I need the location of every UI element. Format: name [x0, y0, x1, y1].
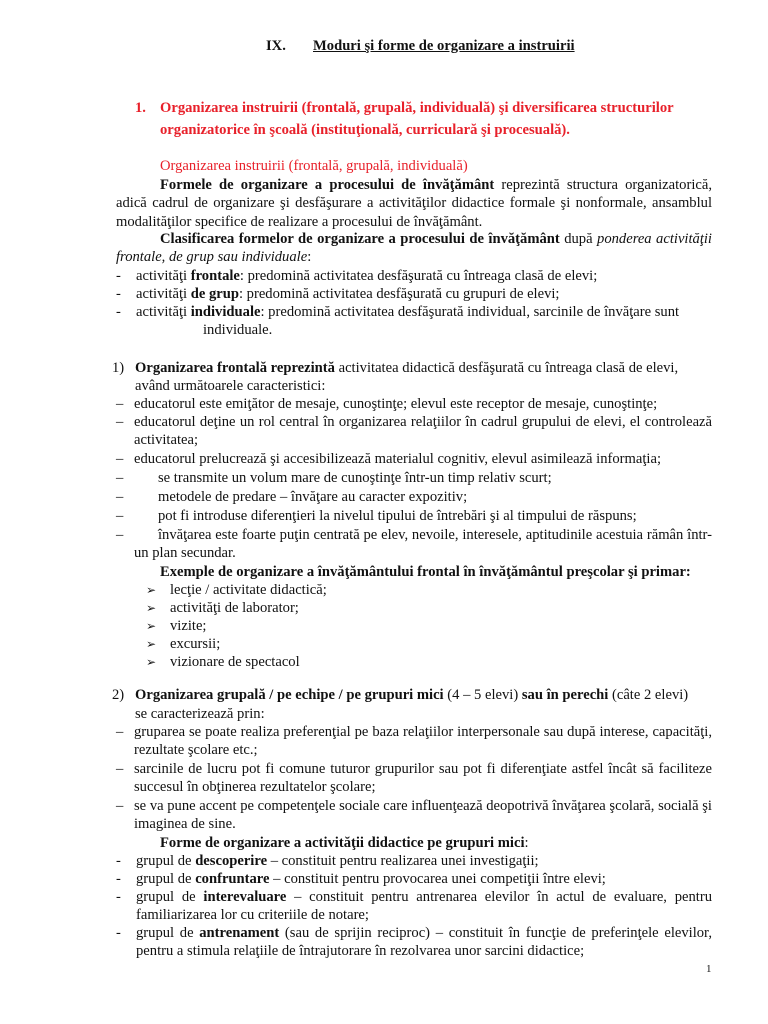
item-bold: individuale — [190, 304, 261, 320]
bullet-dash: – — [116, 761, 124, 777]
item-1-number: 1) — [112, 360, 125, 376]
item-bold: frontale — [190, 268, 240, 284]
bullet-dash: – — [116, 508, 124, 524]
item-text: educatorul prelucrează şi accesibilizează materialul cognitiv, elevul asimilează informaţia; — [134, 451, 661, 467]
forms-heading-colon: : — [524, 835, 529, 851]
item-text: grupul de — [136, 853, 196, 869]
item-bold: interevaluare — [203, 889, 287, 905]
item-bold: confruntare — [195, 871, 270, 887]
paragraph-classification-italic: ponderea activităţii frontale, de grup sau individuale — [116, 231, 712, 266]
paragraph-classification-text: după — [559, 231, 598, 247]
paragraph-classification-bold: Clasificarea formelor de organizare a procesului de învăţământ — [160, 231, 560, 247]
page-number: 1 — [706, 963, 712, 975]
item-2-bold-pair: sau în perechi — [521, 687, 609, 703]
item-text: : predomină activitatea desfăşurată cu grupuri de elevi; — [238, 286, 560, 302]
item-text: activităţi — [136, 286, 191, 302]
chapter-title: Moduri şi forme de organizare a instruirii — [313, 38, 575, 54]
item-text: vizite; — [170, 618, 207, 634]
item-text: lecţie / activitate didactică; — [170, 582, 327, 598]
section-1-number: 1. — [135, 100, 146, 116]
item-2-text: (câte 2 elevi) — [608, 687, 689, 703]
paragraph-forms — [116, 176, 712, 231]
item-text: : predomină activitatea desfăşurată cu întreaga clasă de elevi; — [239, 268, 598, 284]
section-1-line-1: Organizarea instruirii (frontală, grupală, individuală) şi diversificarea structurilor — [160, 100, 674, 116]
arrow-bullet-icon: ➢ — [146, 601, 157, 615]
item-2-text: (4 – 5 elevi) — [443, 687, 522, 703]
item-2-number: 2) — [112, 687, 125, 703]
bullet-dash: – — [116, 798, 124, 814]
item-text: – constituit pentru antrenarea elevilor în actul de evaluare, pentru familiarizarea lor cu criteriile de notare; — [136, 889, 712, 924]
bullet-dash: - — [116, 871, 121, 887]
item-bold: descoperire — [195, 853, 268, 869]
item-text: metodele de predare – învăţare au caracter expozitiv; — [158, 489, 468, 505]
bullet-dash: – — [116, 527, 124, 543]
item-text: – constituit pentru realizarea unei investigaţii; — [267, 853, 539, 869]
item-1-heading — [135, 359, 712, 377]
paragraph-forms-bold: Formele de organizare a procesului de învăţământ — [160, 177, 495, 193]
item-text: grupul de — [136, 925, 200, 941]
item-1-text: activitatea didactică desfăşurată cu întreaga clasă de elevi, — [334, 360, 679, 376]
bullet-dash: - — [116, 925, 121, 941]
bullet-dash: – — [116, 396, 124, 412]
item-text: excursii; — [170, 636, 221, 652]
item-text: pot fi introduse diferenţieri la nivelul tipului de întrebări şi al timpului de răspuns; — [158, 508, 637, 524]
paragraph-classification — [116, 230, 712, 267]
item-text: sarcinile de lucru pot fi comune tuturor grupurilor sau pot fi diferenţiate astfel încât să faciliteze succesul în obţinerea rezultatelor şcolare; — [134, 761, 712, 796]
bullet-dash: - — [116, 304, 121, 320]
item-text: învăţarea este foarte puţin centrată pe elev, nevoile, interesele, aptitudinile acestuia rămân într-un plan secundar. — [134, 527, 712, 562]
forms-heading-bold: Forme de organizare a activităţii didactice pe grupuri mici — [160, 835, 525, 851]
item-text: : predomină activitatea desfăşurată individual, sarcinile de învăţare sunt — [260, 304, 680, 320]
arrow-bullet-icon: ➢ — [146, 655, 157, 669]
item-text: (sau de sprijin reciproc) – constituit în funcţie de preferinţele elevilor, pentru a stimula relaţiile de întrajutorare în rezolvarea unor sarcini didactice; — [136, 925, 712, 960]
bullet-dash: - — [116, 268, 121, 284]
arrow-bullet-icon: ➢ — [146, 583, 157, 597]
section-1-line-2: organizatorice în şcoală (instituţională, curriculară şi procesuală). — [160, 122, 570, 138]
bullet-dash: – — [116, 451, 124, 467]
item-bold: antrenament — [199, 925, 280, 941]
item-1-bold: Organizarea frontală reprezintă — [135, 360, 335, 376]
item-2-bold: Organizarea grupală / pe echipe / pe grupuri mici — [135, 687, 444, 703]
arrow-bullet-icon: ➢ — [146, 619, 157, 633]
item-text: se va pune accent pe competenţele sociale care influenţează deopotrivă învăţarea şcolară, socială şi imaginea de sine. — [134, 798, 712, 833]
item-text: grupul de — [136, 889, 204, 905]
bullet-dash: - — [116, 853, 121, 869]
examples-heading: Exemple de organizare a învăţământului frontal în învăţământul preşcolar şi primar: — [160, 564, 691, 580]
item-text: vizionare de spectacol — [170, 654, 300, 670]
item-2-heading — [135, 686, 712, 704]
list-item-continuation: individuale. — [203, 322, 273, 338]
forms-heading — [160, 834, 529, 852]
item-text: gruparea se poate realiza preferenţial pe baza relaţiilor interpersonale sau după interese, capacităţi, rezultate şcolare etc.; — [134, 724, 712, 759]
bullet-dash: - — [116, 286, 121, 302]
item-text: se transmite un volum mare de cunoştinţe într-un timp relativ scurt; — [158, 470, 552, 486]
chapter-number: IX. — [266, 38, 286, 54]
bullet-dash: – — [116, 489, 124, 505]
item-1-line-2: având următoarele caracteristici: — [135, 378, 326, 394]
item-text: activităţi — [136, 268, 191, 284]
paragraph-classification-end: : — [307, 249, 312, 266]
item-text: educatorul deţine un rol central în organizarea relaţiilor în cadrul grupului de elevi, el controlează activitatea; — [134, 414, 712, 449]
bullet-dash: – — [116, 470, 124, 486]
bullet-dash: – — [116, 414, 124, 430]
paragraph-forms-text: reprezintă structura organizatorică, adică cadrul de organizare şi desfăşurare a activităţilor didactice formale şi nonformale, ansamblul modalităţilor specifice de realizare a procesului de învăţământ. — [116, 177, 712, 230]
item-2-line-2: se caracterizează prin: — [135, 706, 265, 722]
item-text: activităţi — [136, 304, 191, 320]
bullet-dash: - — [116, 889, 121, 905]
subheading: Organizarea instruirii (frontală, grupală, individuală) — [160, 158, 468, 174]
item-text: activităţi de laborator; — [170, 600, 299, 616]
bullet-dash: – — [116, 724, 124, 740]
arrow-bullet-icon: ➢ — [146, 637, 157, 651]
item-text: educatorul este emiţător de mesaje, cunoştinţe; elevul este receptor de mesaje, cunoştinţe; — [134, 396, 658, 412]
item-text: grupul de — [136, 871, 196, 887]
item-text: – constituit pentru provocarea unei competiţii între elevi; — [269, 871, 606, 887]
item-bold: de grup — [190, 286, 239, 302]
